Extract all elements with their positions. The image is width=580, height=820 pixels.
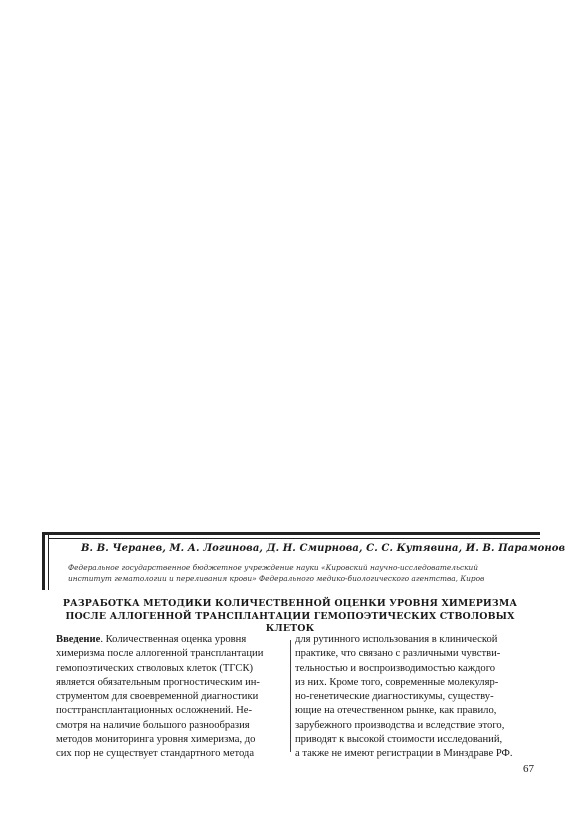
body-text-right: для рутинного использования в клинической практике, что связано с различными чувстви- тельностью и воспроизводимостью каждого из них. Кроме того, современные молекуляр- но-генетические диагностикумы, существу- ющие на отечественном рынке, как правило, зарубежного производства и вследствие этого, приводят к высокой стоимости исследований, а также не имеют регистрации в Минздраве РФ. bbox=[295, 634, 513, 760]
article-title bbox=[40, 598, 540, 636]
affiliation: Федеральное государственное бюджетное учреждение науки «Кировский научно-исследовательский институт гематологии и переливания крови» Федерального медико-биологического агентства, Киров bbox=[68, 563, 485, 583]
author-list: В. В. Черанев, М. А. Логинова, Д. Н. Смирнова, С. С. Кутявина, И. В. Парамонов bbox=[81, 543, 566, 554]
frame-rule-left-inner bbox=[48, 535, 49, 590]
body-text-left: . Количественная оценка уровня химеризма после аллогенной трансплантации гемопоэтических стволовых клеток (ТГСК) является обязательным прогностическим ин- струментом для своевременной диагностики посттрансплантационных осложнений. Не- смотря на наличие большого разнообразия методов мониторинга уровня химеризма, до сих пор не существует стандартного метода bbox=[56, 634, 264, 760]
page-number: 67 bbox=[523, 763, 534, 775]
title-line-2: ПОСЛЕ АЛЛОГЕННОЙ ТРАНСПЛАНТАЦИИ ГЕМОПОЭТИЧЕСКИХ СТВОЛОВЫХ КЛЕТОК bbox=[65, 610, 515, 634]
column-divider bbox=[290, 640, 291, 752]
body-column-left bbox=[56, 633, 286, 762]
title-line-1: РАЗРАБОТКА МЕТОДИКИ КОЛИЧЕСТВЕННОЙ ОЦЕНКИ УРОВНЯ ХИМЕРИЗМА bbox=[62, 598, 518, 609]
section-heading: Введение bbox=[56, 634, 101, 645]
frame-rule-top-inner bbox=[48, 538, 540, 539]
frame-rule-left bbox=[42, 532, 45, 590]
frame-rule-top bbox=[42, 532, 540, 535]
body-column-right bbox=[295, 633, 540, 762]
